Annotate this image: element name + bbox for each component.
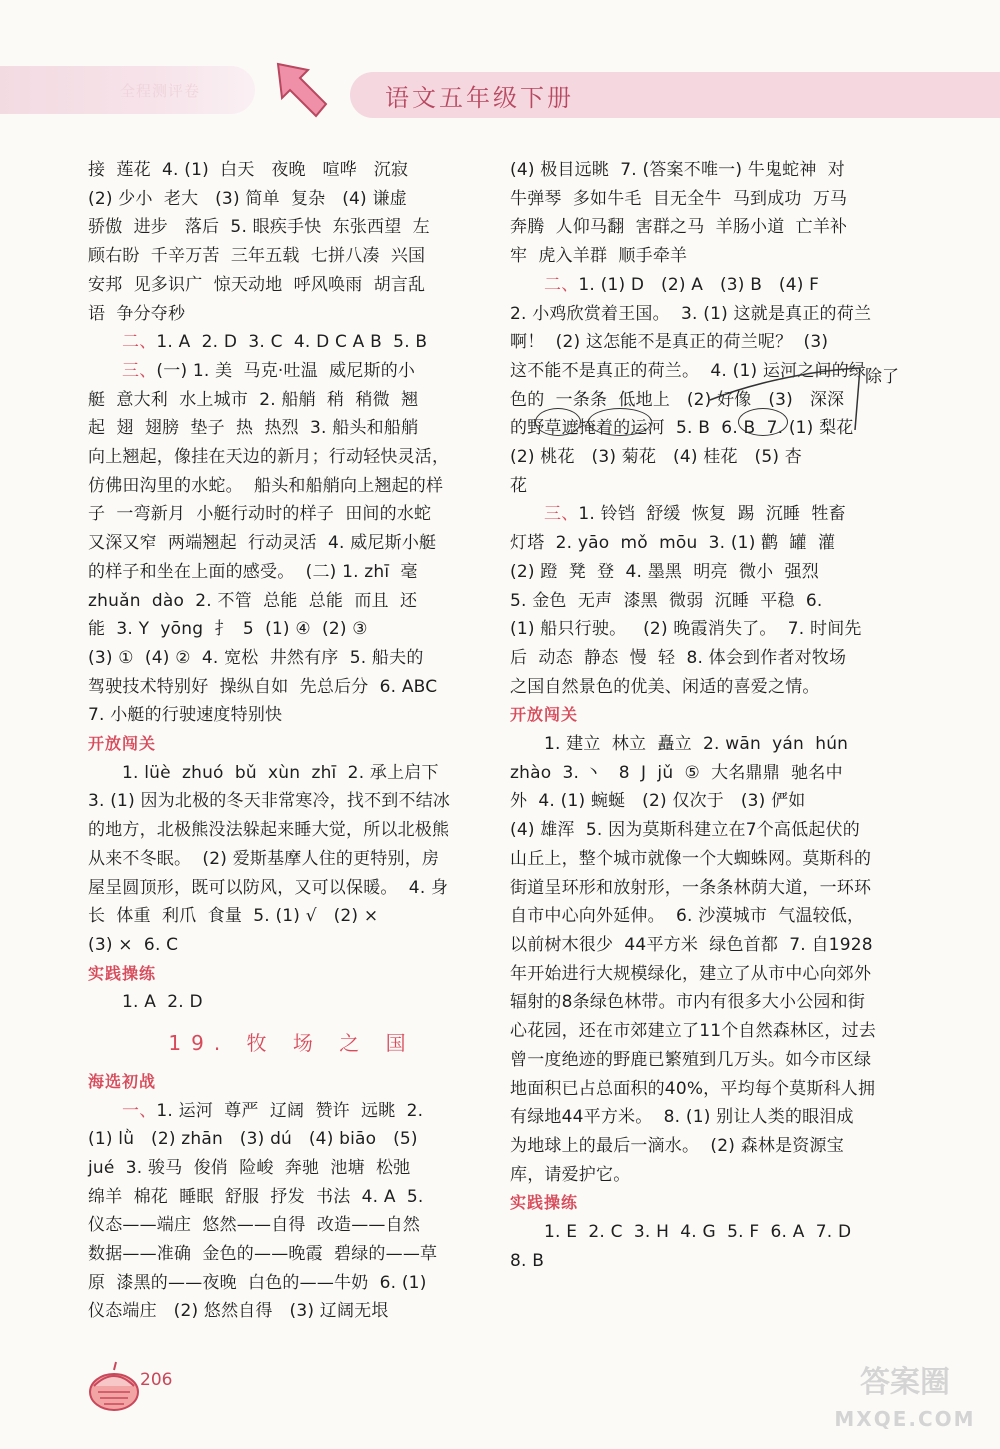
answer-line: 接 莲花 4. (1) 白天 夜晚 喧哗 沉寂 xyxy=(88,160,409,180)
answer-line: 又深又窄 两端翘起 行动灵活 4. 威尼斯小艇 xyxy=(88,533,437,554)
answer-line: 为地球上的最后一滴水。 (2) 森林是资源宝 xyxy=(510,1135,844,1156)
answer-line: 三、1. 铃铛 舒缓 恢复 踢 沉睡 牲畜 xyxy=(544,504,846,525)
answer-line: (2) 少小 老大 (3) 简单 复杂 (4) 谦虚 xyxy=(88,188,407,209)
answer-line: jué 3. 骏马 俊俏 险峻 奔驰 池塘 松弛 xyxy=(88,1157,411,1178)
answer-line: 艇 意大利 水上城市 2. 船艄 稍 稍微 翘 xyxy=(88,389,419,410)
answer-line: 8. B xyxy=(510,1250,545,1271)
answer-line: (1) 船只行驶。 (2) 晚霞消失了。 7. 时间先 xyxy=(510,619,862,640)
answer-line: 后 动态 静态 慢 轻 8. 体会到作者对牧场 xyxy=(510,647,847,668)
answer-line: 2. 小鸡欣赏着王国。 3. (1) 这就是真正的荷兰 xyxy=(510,303,872,324)
lesson-title: 19. 牧 场 之 国 xyxy=(168,1031,416,1056)
answer-line: 起 翅 翅膀 垫子 热 热烈 3. 船头和船艄 xyxy=(88,418,419,439)
answer-line: 驾驶技术特别好 操纵自如 先总后分 6. ABC xyxy=(88,676,438,697)
answer-line: 有绿地44平方米。 8. (1) 别让人类的眼泪成 xyxy=(510,1107,854,1128)
answer-block xyxy=(88,1097,476,1327)
answer-line: 地面积已占总面积的40%，平均每个莫斯科人拥 xyxy=(510,1078,876,1099)
answer-line: 能 3. Y yōng 扌 5 (1) ④ (2) ③ xyxy=(88,619,368,640)
answer-line: 骄傲 进步 落后 5. 眼疾手快 东张西望 左 xyxy=(88,217,430,238)
answer-line: 二、1. (1) D (2) A (3) B (4) F xyxy=(544,274,820,295)
answer-line: 之国自然景色的优美、闲适的喜爱之情。 xyxy=(510,676,820,697)
answer-line: (2) 桃花 (3) 菊花 (4) 桂花 (5) 杏 xyxy=(510,447,802,468)
answer-line: 屋呈圆顶形，既可以防风，又可以保暖。 4. 身 xyxy=(88,877,449,898)
answer-line: 外 4. (1) 蜿蜒 (2) 仅次于 (3) 俨如 xyxy=(510,791,806,812)
watermark xyxy=(830,1365,980,1440)
answer-line: 二、1. A 2. D 3. C 4. D C A B 5. B xyxy=(122,332,428,353)
answer-line: 库，请爱护它。 xyxy=(510,1164,631,1185)
answer-line: 色的 一条条 低地上 (2) 好像 (3) 深深 xyxy=(510,389,845,410)
answer-line: 牢 虎入羊群 顺手牵羊 xyxy=(510,246,688,267)
answer-line: 1. 建立 林立 矗立 2. wān yán hún xyxy=(544,734,849,755)
answer-line: 啊！ (2) 这怎能不是真正的荷兰呢？ (3) xyxy=(510,332,829,353)
left-column xyxy=(88,156,476,1326)
answer-block xyxy=(88,156,476,730)
answer-line: (4) 雄浑 5. 因为莫斯科建立在7个高低起伏的 xyxy=(510,820,860,841)
answer-line: 自市中心向外延伸。 6. 沙漠城市 气温较低， xyxy=(510,906,865,927)
answer-line: 花 xyxy=(510,475,528,496)
answer-line: (1) lǜ (2) zhān (3) dú (4) biāo (5) xyxy=(88,1129,418,1150)
answer-line: 山丘上，整个城市就像一个大蜘蛛网。莫斯科的 xyxy=(510,848,872,869)
section-heading: 开放闯关 xyxy=(88,734,157,754)
answer-line: (3) ① (4) ② 4. 宽松 井然有序 5. 船夫的 xyxy=(88,647,424,668)
answer-line: 年开始进行大规模绿化，建立了从市中心向郊外 xyxy=(510,963,872,984)
answer-line: 1. E 2. C 3. H 4. G 5. F 6. A 7. D xyxy=(544,1222,852,1243)
section-heading: 海选初战 xyxy=(88,1071,157,1091)
answer-line: 3. (1) 因为北极的冬天非常寒冷，找不到不结冰 xyxy=(88,791,451,812)
answer-line: 牛弹琴 多如牛毛 目无全牛 马到成功 万马 xyxy=(510,188,848,209)
answer-line: 长 体重 利爪 食量 5. (1) √ (2) × xyxy=(88,906,379,927)
answer-line: 三、(一) 1. 美 马克·吐温 威尼斯的小 xyxy=(122,360,416,381)
answer-line: (3) × 6. C xyxy=(88,934,179,955)
answer-line: (4) 极目远眺 7. (答案不唯一) 牛鬼蛇神 对 xyxy=(510,160,845,180)
section-heading: 实践操练 xyxy=(510,1193,579,1213)
answer-line: 向上翘起，像挂在天边的新月；行动轻快灵活， xyxy=(88,447,450,468)
answer-line: 的地方，北极熊没法躲起来睡大觉，所以北极熊 xyxy=(88,820,450,841)
answer-line: 辐射的8条绿色林带。市内有很多大小公园和街 xyxy=(510,992,866,1013)
watermark-logo: 答案圈 xyxy=(860,1365,950,1400)
section-heading: 开放闯关 xyxy=(510,705,579,725)
annotation-word: 除了 xyxy=(865,367,899,387)
section-heading: 实践操练 xyxy=(88,963,157,983)
answer-block xyxy=(88,759,476,960)
answer-line: 奔腾 人仰马翻 害群之马 羊肠小道 亡羊补 xyxy=(510,217,848,238)
answer-block xyxy=(510,1218,892,1275)
answer-line: 仪态端庄 (2) 悠然自得 (3) 辽阔无垠 xyxy=(88,1301,389,1322)
answer-line: 从来不冬眠。 (2) 爱斯基摩人住的更特别，房 xyxy=(88,848,440,869)
answer-line: 灯塔 2. yāo mǒ mōu 3. (1) 鹳 罐 灌 xyxy=(510,533,836,554)
answer-line: 曾一度绝迹的野鹿已繁殖到几万头。如今市区绿 xyxy=(510,1049,872,1070)
answer-line: (2) 蹬 凳 登 4. 墨黑 明亮 微小 强烈 xyxy=(510,561,819,582)
answer-block xyxy=(510,730,892,1189)
answer-line: 心花园，还在市郊建立了11个自然森林区，过去 xyxy=(510,1021,877,1042)
watermark-url: MXQE.COM xyxy=(834,1407,976,1431)
answer-line: 子 一弯新月 小艇行动时的样子 田间的水蛇 xyxy=(88,504,432,525)
answer-line: 仪态——端庄 悠然——自得 改造——自然 xyxy=(88,1215,421,1236)
answer-line: 绵羊 棉花 睡眠 舒服 抒发 书法 4. A 5. xyxy=(88,1186,424,1207)
answer-line: 安邦 见多识广 惊天动地 呼风唤雨 胡言乱 xyxy=(88,274,426,295)
answer-line: 5. 金色 无声 漆黑 微弱 沉睡 平稳 6. xyxy=(510,590,823,611)
answer-line: 街道呈环形和放射形，一条条林荫大道，一环环 xyxy=(510,877,872,898)
page-title: 语文五年级下册 xyxy=(385,84,574,112)
answer-line: 语 争分夺秒 xyxy=(88,303,186,324)
arrow-icon xyxy=(270,60,332,122)
answer-line: 的野草遮掩着的运河 5. B 6. B 7. (1) 梨花 xyxy=(510,418,854,439)
right-column xyxy=(510,156,892,1275)
answer-line: 7. 小艇的行驶速度特别快 xyxy=(88,705,283,726)
answer-line: 原 漆黑的——夜晚 白色的——牛奶 6. (1) xyxy=(88,1272,427,1293)
answer-line: 数据——准确 金色的——晚霞 碧绿的——草 xyxy=(88,1244,438,1265)
answer-line: 的样子和坐在上面的感受。 (二) 1. zhī 毫 xyxy=(88,561,418,582)
acorn-icon xyxy=(86,1360,146,1412)
answer-line: zhuǎn dào 2. 不管 总能 总能 而且 还 xyxy=(88,590,418,611)
answer-line: 一、1. 运河 尊严 辽阔 赞许 远眺 2. xyxy=(122,1100,424,1121)
header-left-text: 全程测评卷 xyxy=(120,82,201,100)
answer-line: 以前树木很少 44平方米 绿色首都 7. 自1928 xyxy=(510,934,873,955)
answer-block xyxy=(88,988,476,1017)
answer-line: 这不能不是真正的荷兰。 4. (1) 运河之间的绿 xyxy=(510,360,867,381)
answer-line: 1. A 2. D xyxy=(122,992,203,1013)
answer-line: zhào 3. 丶 8 J jǔ ⑤ 大名鼎鼎 驰名中 xyxy=(510,762,843,783)
answer-line: 1. lüè zhuó bǔ xùn zhī 2. 承上启下 xyxy=(122,762,439,783)
hand-circle xyxy=(588,408,652,436)
answer-line: 顾右盼 千辛万苦 三年五载 七拼八凑 兴国 xyxy=(88,246,426,267)
hand-circle xyxy=(738,408,788,436)
answer-line: 仿佛田沟里的水蛇。 船头和船艄向上翘起的样 xyxy=(88,475,444,496)
page-number: 206 xyxy=(140,1370,173,1390)
hand-circle xyxy=(535,408,581,436)
